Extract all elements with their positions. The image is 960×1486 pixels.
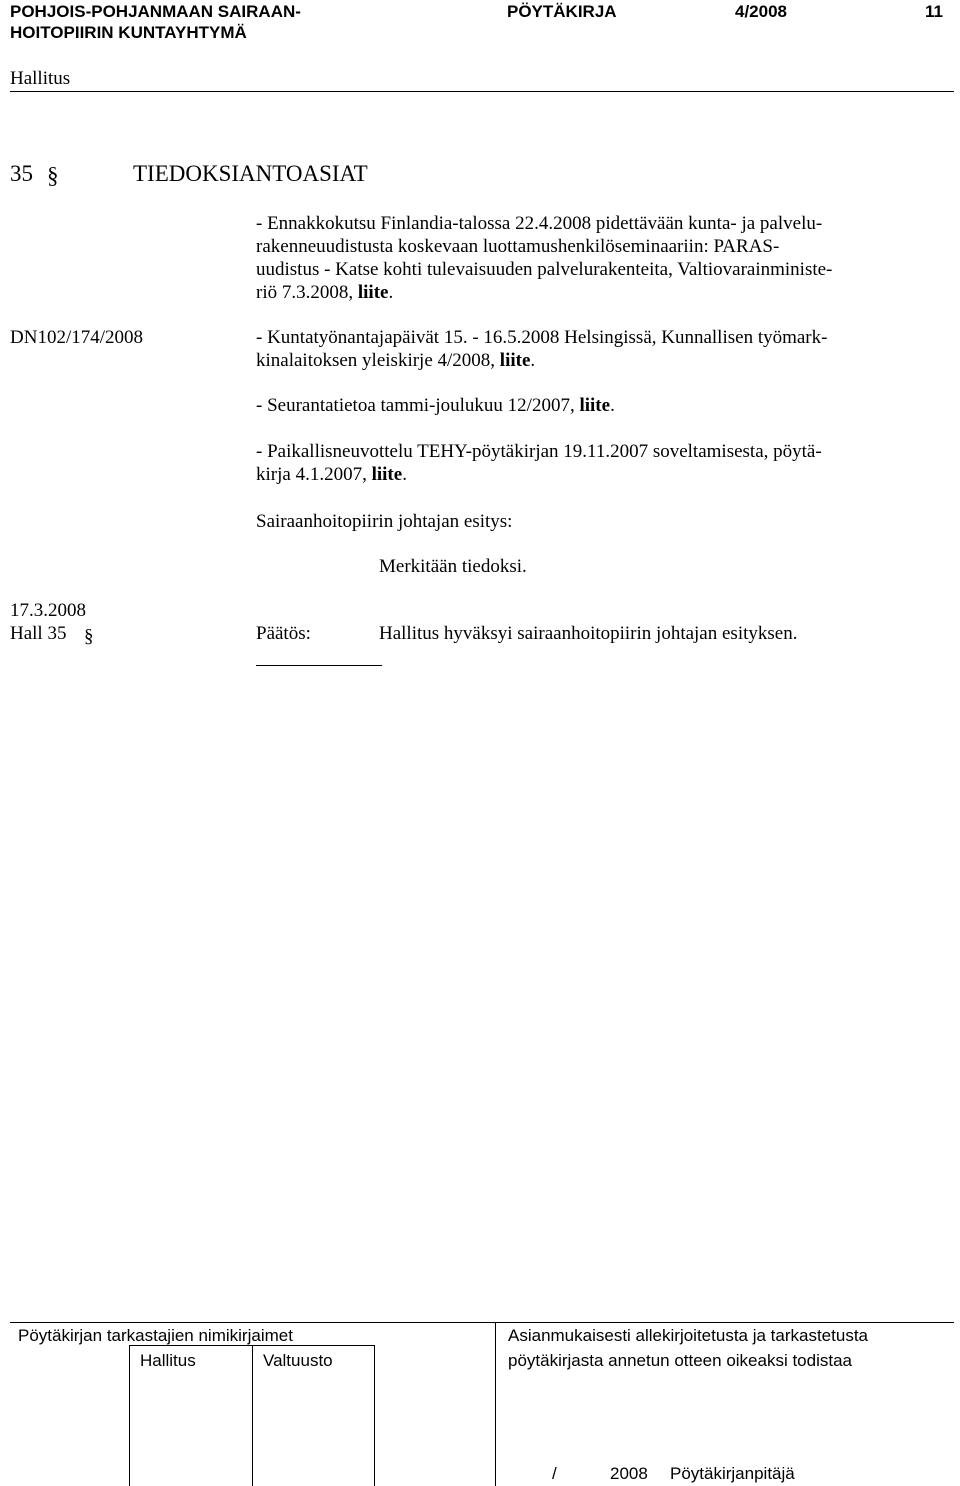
footer-divider <box>495 1322 496 1486</box>
footer-date-slash: / <box>552 1464 557 1483</box>
footer-year: 2008 <box>610 1464 648 1483</box>
document-number: 4/2008 <box>735 2 787 21</box>
section-title: TIEDOKSIANTOASIAT <box>133 161 368 186</box>
organization-name-line1: POHJOIS-POHJANMAAN SAIRAAN- <box>10 2 301 21</box>
section-sign-icon <box>83 623 95 649</box>
attachment-label: liite <box>499 350 531 371</box>
header-rule <box>10 91 954 92</box>
footer-col-line-3 <box>374 1345 375 1486</box>
item2-line1: - Kuntatyönantajapäivät 15. - 16.5.2008 Helsingissä, Kunnallisen työmark- <box>256 327 828 348</box>
item2-line2-text: kinalaitoksen yleiskirje 4/2008, <box>256 350 500 371</box>
item3-line1 <box>256 395 615 417</box>
item3-line1-end: . <box>610 395 615 416</box>
item2-line2-end: . <box>530 350 536 371</box>
proposal-label: Sairaanhoitopiirin johtajan esitys: <box>256 511 513 532</box>
item1-line4-end: . <box>388 282 394 303</box>
page-number: 11 <box>925 2 943 21</box>
decision-ref: Hall 35 <box>10 623 67 644</box>
attachment-label: liite <box>371 464 403 485</box>
item1-line3: uudistus - Katse kohti tulevaisuuden palvelurakenteita, Valtiovarainministe- <box>256 259 833 280</box>
decision-text: Hallitus hyväksyi sairaanhoitopiirin johtajan esityksen. <box>379 623 798 644</box>
footer-inspectors-title: Pöytäkirjan tarkastajien nimikirjaimet <box>18 1326 293 1345</box>
footer-certification-line2: pöytäkirjasta annetun otteen oikeaksi todistaa <box>508 1351 853 1370</box>
decision-end-rule <box>256 665 382 666</box>
proposal-text: Merkitään tiedoksi. <box>379 556 527 577</box>
footer-top-rule <box>10 1322 954 1323</box>
footer-col-valtuusto: Valtuusto <box>263 1351 333 1370</box>
attachment-label: liite <box>357 282 389 303</box>
footer-col-header-rule <box>129 1345 375 1346</box>
footer-col-hallitus: Hallitus <box>140 1351 196 1370</box>
attachment-label: liite <box>579 395 611 416</box>
footer-col-line-2 <box>252 1345 253 1486</box>
item1-line4 <box>256 282 393 304</box>
governing-body: Hallitus <box>10 68 71 89</box>
svg-text:§: § <box>47 163 59 188</box>
organization-name-line2: HOITOPIIRIN KUNTAYHTYMÄ <box>10 23 247 42</box>
diary-number: DN102/174/2008 <box>10 327 143 348</box>
item4-line2-end: . <box>402 464 407 485</box>
item1-line1: - Ennakkokutsu Finlandia-talossa 22.4.2008 pidettävään kunta- ja palvelu- <box>256 213 823 234</box>
footer-minutes-keeper: Pöytäkirjanpitäjä <box>670 1464 795 1483</box>
section-number: 35 <box>10 161 33 186</box>
item4-line2-text: kirja 4.1.2007, <box>256 464 372 485</box>
svg-text:§: § <box>84 626 94 647</box>
item2-line2 <box>256 350 535 372</box>
item4-line1: - Paikallisneuvottelu TEHY-pöytäkirjan 19.11.2007 soveltamisesta, pöytä- <box>256 441 822 462</box>
footer-certification-line1: Asianmukaisesti allekirjoitetusta ja tarkastetusta <box>508 1326 868 1345</box>
decision-label: Päätös: <box>256 623 311 644</box>
footer-col-line-1 <box>129 1345 130 1486</box>
document-type: PÖYTÄKIRJA <box>507 2 617 21</box>
section-sign-icon <box>45 160 59 190</box>
item1-line4-text: riö 7.3.2008, <box>256 282 358 303</box>
item3-line1-text: - Seurantatietoa tammi-joulukuu 12/2007, <box>256 395 580 416</box>
item4-line2 <box>256 464 407 486</box>
item1-line2: rakenneuudistusta koskevaan luottamushenkilöseminaariin: PARAS- <box>256 236 780 257</box>
decision-date: 17.3.2008 <box>10 600 86 621</box>
